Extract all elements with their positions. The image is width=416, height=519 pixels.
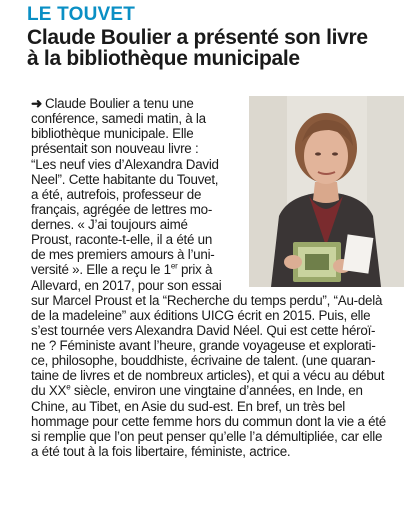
body-line-5: Neel”. Cette habitante du Touvet, xyxy=(31,172,219,187)
body-line-10: de mes premiers amours à l’uni- xyxy=(31,247,215,262)
body-line-0: ➜ Claude Boulier a tenu une xyxy=(31,96,194,111)
body-line-20: Chine, au Tibet, en Asie du sud-est. En bref, un très bel xyxy=(31,399,346,414)
headline-line: Claude Boulier a présenté son livre xyxy=(27,26,368,49)
body-line-8: dernes. « J’ai toujours aimé xyxy=(31,217,188,232)
article-photo xyxy=(249,96,404,287)
body-line-9: Proust, raconte-t-elle, il a été un xyxy=(31,232,213,247)
headline xyxy=(27,27,407,69)
body-line-1: conférence, samedi matin, à la xyxy=(31,111,206,126)
headline-line: à la bibliothèque municipale xyxy=(27,47,300,70)
body-line-11: versité ». Elle a reçu le 1er prix à xyxy=(31,261,213,277)
body-line-17: ce, philosophe, bouddhiste, écrivaine de talent. (une quaran- xyxy=(31,353,376,368)
body-line-2: bibliothèque municipale. Elle xyxy=(31,126,194,141)
body-line-3: présentait son nouveau livre : xyxy=(31,141,199,156)
body-line-14: de la madeleine” aux éditions UICG écrit en 2015. Puis, elle xyxy=(31,308,371,323)
body-line-23: a été tout à la fois libertaire, féministe, actrice. xyxy=(31,444,291,459)
body-line-4: “Les neuf vies d’Alexandra David xyxy=(31,157,219,172)
section-label: LE TOUVET xyxy=(27,4,136,25)
body-line-19: du XXe siècle, environ une vingtaine d’années, en Inde, en xyxy=(31,382,363,398)
body-line-15: s’est tournée vers Alexandra David Néel. Qui est cette héroï- xyxy=(31,323,376,338)
body-line-18: taine de livres et de nombreux articles), et qui a vécu au début xyxy=(31,368,385,383)
body-line-13: sur Marcel Proust et la “Recherche du temps perdu”, “Au-delà xyxy=(31,293,383,308)
body-line-16: ne ? Féministe avant l’heure, grande voyageuse et explorati- xyxy=(31,338,376,353)
body-line-7: français, agrégée de lettres mo- xyxy=(31,202,213,217)
body-line-12: Allevard, en 2017, pour son essai xyxy=(31,278,222,293)
portrait-illustration xyxy=(249,96,404,287)
arrow-right-icon: ➜ xyxy=(31,96,42,111)
body-line-6: a été, autrefois, professeur de xyxy=(31,187,202,202)
body-line-22: si remplie que l’on peut penser qu’elle l’a démultipliée, car elle xyxy=(31,429,383,444)
body-line-21: hommage pour cette femme hors du commun dont la vie a été xyxy=(31,414,386,429)
